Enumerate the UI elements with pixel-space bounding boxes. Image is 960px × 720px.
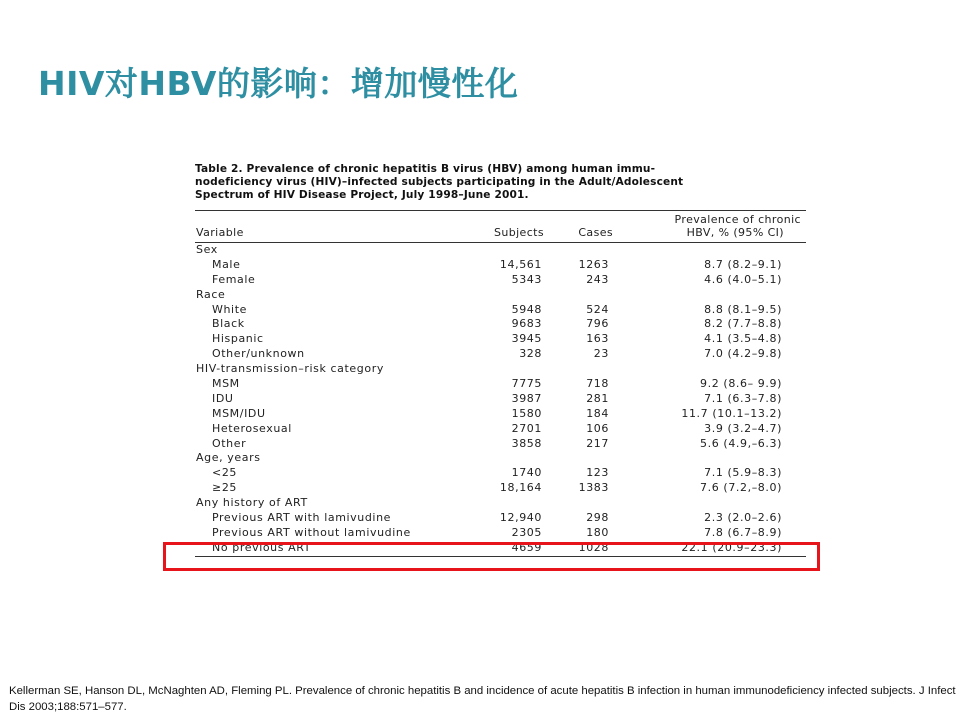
cell-cases: 243 <box>586 272 609 286</box>
table-row <box>195 377 806 392</box>
cell-prevalence: 7.1 (6.3–7.8) <box>704 391 782 405</box>
cell-subjects: 3987 <box>511 391 542 405</box>
cell-subjects: 14,561 <box>499 257 542 271</box>
cell-cases: 718 <box>586 377 609 391</box>
cell-prevalence: 11.7 (10.1–13.2) <box>681 406 782 420</box>
cell-subjects: 5948 <box>511 302 542 316</box>
cell-variable: Previous ART without lamivudine <box>212 525 411 539</box>
cell-cases: 281 <box>586 391 609 405</box>
cell-prevalence: 8.2 (7.7–8.8) <box>704 317 782 331</box>
table-group-row <box>195 496 806 511</box>
cell-variable: Heterosexual <box>212 421 292 435</box>
cell-subjects: 3945 <box>511 332 542 346</box>
cell-variable: HIV-transmission–risk category <box>196 362 384 376</box>
header-prevalence-line2: HBV, % (95% CI) <box>686 226 784 239</box>
cell-variable: Hispanic <box>212 332 264 346</box>
cell-subjects: 5343 <box>511 272 542 286</box>
table-row <box>195 392 806 407</box>
cell-cases: 180 <box>586 525 609 539</box>
table-row <box>195 317 806 332</box>
cell-subjects: 1740 <box>511 466 542 480</box>
cell-cases: 23 <box>593 347 609 361</box>
cell-variable: IDU <box>212 391 234 405</box>
cell-cases: 163 <box>586 332 609 346</box>
table-row <box>195 332 806 347</box>
cell-prevalence: 4.1 (3.5–4.8) <box>704 332 782 346</box>
table-group-row <box>195 362 806 377</box>
cell-prevalence: 7.1 (5.9–8.3) <box>704 466 782 480</box>
table-row <box>195 347 806 362</box>
table-group-row <box>195 243 806 258</box>
cell-variable: Age, years <box>196 451 261 465</box>
cell-cases: 123 <box>586 466 609 480</box>
cell-subjects: 4659 <box>511 540 542 554</box>
cell-cases: 796 <box>586 317 609 331</box>
cell-cases: 298 <box>586 511 609 525</box>
caption-line: Table 2. Prevalence of chronic hepatitis B virus (HBV) among human immu- <box>195 163 656 175</box>
cell-variable: ≥25 <box>212 481 238 495</box>
cell-subjects: 328 <box>519 347 542 361</box>
cell-cases: 1028 <box>578 540 609 554</box>
cell-cases: 217 <box>586 436 609 450</box>
cell-variable: MSM/IDU <box>212 406 266 420</box>
table-row <box>195 481 806 496</box>
table-row <box>195 273 806 288</box>
cell-prevalence: 3.9 (3.2–4.7) <box>704 421 782 435</box>
cell-variable: Sex <box>196 243 218 256</box>
header-prevalence-line1: Prevalence of chronic <box>674 213 801 226</box>
cell-variable: MSM <box>212 377 240 391</box>
cell-subjects: 18,164 <box>499 481 542 495</box>
cell-cases: 1263 <box>578 257 609 271</box>
cell-variable: <25 <box>212 466 238 480</box>
table-row <box>195 407 806 422</box>
table-row <box>195 511 806 526</box>
table-header <box>195 211 806 242</box>
cell-variable: White <box>212 302 247 316</box>
cell-cases: 1383 <box>578 481 609 495</box>
cell-cases: 106 <box>586 421 609 435</box>
cell-variable: Other/unknown <box>212 347 305 361</box>
table-row <box>195 422 806 437</box>
table-group-row <box>195 451 806 466</box>
cell-prevalence: 5.6 (4.9,–6.3) <box>700 436 782 450</box>
cell-prevalence: 2.3 (2.0–2.6) <box>704 511 782 525</box>
table-row <box>195 526 806 541</box>
cell-variable: Female <box>212 272 256 286</box>
cell-prevalence: 7.0 (4.2–9.8) <box>704 347 782 361</box>
table-row <box>195 437 806 452</box>
cell-subjects: 3858 <box>511 436 542 450</box>
cell-subjects: 7775 <box>511 377 542 391</box>
cell-cases: 184 <box>586 406 609 420</box>
table-row <box>195 303 806 318</box>
cell-variable: Male <box>212 257 241 271</box>
cell-subjects: 12,940 <box>499 511 542 525</box>
cell-cases: 524 <box>586 302 609 316</box>
table-body <box>195 243 806 556</box>
cell-prevalence: 9.2 (8.6– 9.9) <box>700 377 782 391</box>
cell-subjects: 9683 <box>511 317 542 331</box>
table-caption <box>195 163 806 202</box>
cell-prevalence: 7.8 (6.7–8.9) <box>704 525 782 539</box>
table-group-row <box>195 288 806 303</box>
header-cases: Cases <box>578 226 613 239</box>
slide-title: HIV对HBV的影响：增加慢性化 <box>38 64 519 103</box>
cell-subjects: 1580 <box>511 406 542 420</box>
cell-subjects: 2701 <box>511 421 542 435</box>
header-variable: Variable <box>196 226 244 239</box>
cell-variable: Black <box>212 317 245 331</box>
header-subjects: Subjects <box>493 226 544 239</box>
table-row <box>195 466 806 481</box>
cell-prevalence: 4.6 (4.0–5.1) <box>704 272 782 286</box>
cell-variable: Any history of ART <box>196 496 308 510</box>
cell-variable: Race <box>196 287 226 301</box>
table-row <box>195 258 806 273</box>
prevalence-table <box>195 163 806 557</box>
highlight-box-no-previous-art <box>163 542 820 571</box>
cell-variable: Previous ART with lamivudine <box>212 511 392 525</box>
cell-variable: No previous ART <box>212 540 312 554</box>
citation: Kellerman SE, Hanson DL, McNaghten AD, Fleming PL. Prevalence of chronic hepatitis B and incidence of acute hepatitis B infection in human immunodeficiency infected subjects. J Infect Dis 2003;188:571–577. <box>9 685 956 713</box>
cell-prevalence: 8.8 (8.1–9.5) <box>704 302 782 316</box>
caption-line: Spectrum of HIV Disease Project, July 1998–June 2001. <box>195 189 529 201</box>
cell-prevalence: 8.7 (8.2–9.1) <box>704 257 782 271</box>
cell-variable: Other <box>212 436 247 450</box>
cell-prevalence: 7.6 (7.2,–8.0) <box>700 481 782 495</box>
cell-prevalence: 22.1 (20.9–23.3) <box>681 540 782 554</box>
cell-subjects: 2305 <box>511 525 542 539</box>
caption-line: nodeficiency virus (HIV)–infected subjects participating in the Adult/Adolescent <box>195 176 684 188</box>
